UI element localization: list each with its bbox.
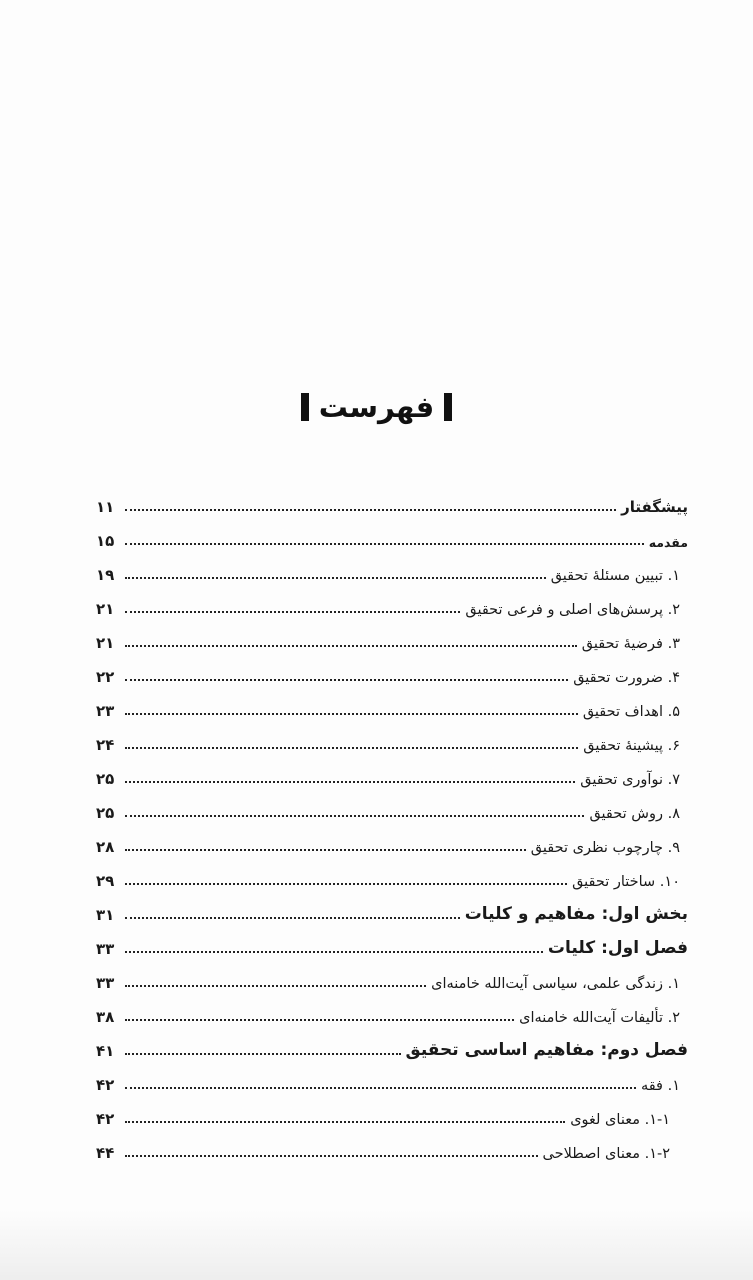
dot-leader xyxy=(125,1087,636,1089)
toc-entry-page: ۴۴ xyxy=(96,1144,115,1162)
toc-entry-page: ۲۱ xyxy=(96,600,115,618)
dot-leader xyxy=(125,883,567,885)
toc-entry xyxy=(96,856,688,890)
dot-leader xyxy=(125,917,460,919)
toc-entry-label: ۱-۲. معنای اصطلاحی xyxy=(542,1146,670,1162)
toc-entry-page: ۴۱ xyxy=(96,1042,115,1060)
toc-entry xyxy=(96,720,688,754)
toc-heading xyxy=(0,390,753,425)
title-bar-right xyxy=(444,393,452,421)
toc-entry-introduction xyxy=(96,516,688,550)
dot-leader xyxy=(125,781,575,783)
toc-entry-preface xyxy=(96,482,688,516)
toc-entry-page: ۲۸ xyxy=(96,838,115,856)
toc-entry xyxy=(96,754,688,788)
toc-entry-label: ۱-۱. معنای لغوی xyxy=(570,1112,670,1128)
toc-entry-label: ۱۰. ساختار تحقیق xyxy=(572,874,680,890)
toc-entry-part xyxy=(96,890,688,924)
toc-entry-page: ۲۳ xyxy=(96,702,115,720)
toc-entry-label: ۶. پیشینهٔ تحقیق xyxy=(583,738,680,754)
dot-leader xyxy=(125,679,568,681)
toc-entry-label: ۱. تبیین مسئلهٔ تحقیق xyxy=(550,568,680,584)
toc-entry-label: ۸. روش تحقیق xyxy=(589,806,680,822)
page-title: فهرست xyxy=(318,390,435,424)
toc-entry-label: ۲. تألیفات آیت‌الله خامنه‌ای xyxy=(519,1010,680,1026)
title-bar-left xyxy=(301,393,309,421)
dot-leader xyxy=(125,1019,514,1021)
dot-leader xyxy=(125,645,577,647)
dot-leader xyxy=(125,951,543,953)
toc-entry-label: ۱. زندگی علمی، سیاسی آیت‌الله خامنه‌ای xyxy=(431,976,680,992)
dot-leader xyxy=(125,543,644,545)
toc-entry-chapter xyxy=(96,1026,688,1060)
toc-entry xyxy=(96,1094,688,1128)
toc-entry-page: ۲۵ xyxy=(96,804,115,822)
toc-entry xyxy=(96,652,688,686)
toc-entry-label: فصل دوم: مفاهیم اساسی تحقیق xyxy=(405,1040,688,1060)
toc-entry xyxy=(96,1060,688,1094)
toc-entry xyxy=(96,686,688,720)
toc-entry-label: ۳. فرضیهٔ تحقیق xyxy=(581,636,680,652)
toc-entry-label: ۱. فقه xyxy=(640,1078,680,1094)
dot-leader xyxy=(125,1155,538,1157)
toc-entry-page: ۳۸ xyxy=(96,1008,115,1026)
toc-entry-label: ۷. نوآوری تحقیق xyxy=(580,772,680,788)
toc-entry xyxy=(96,618,688,652)
toc-entry-chapter xyxy=(96,924,688,958)
toc-entry-page: ۲۲ xyxy=(96,668,115,686)
toc-entry-label: مقدمه xyxy=(648,535,688,550)
page-edge-shadow xyxy=(0,1210,753,1280)
toc-entry-page: ۱۹ xyxy=(96,566,115,584)
toc-entry-label: ۹. چارچوب نظری تحقیق xyxy=(530,840,680,856)
toc-entry xyxy=(96,822,688,856)
dot-leader xyxy=(125,509,616,511)
toc-entry xyxy=(96,550,688,584)
dot-leader xyxy=(125,713,578,715)
toc-entry-label: بخش اول: مفاهیم و کلیات xyxy=(464,904,688,924)
toc-entry xyxy=(96,788,688,822)
toc-entry-label: ۴. ضرورت تحقیق xyxy=(573,670,680,686)
dot-leader xyxy=(125,747,578,749)
dot-leader xyxy=(125,815,584,817)
toc-entry-page: ۳۱ xyxy=(96,906,115,924)
toc-entry xyxy=(96,584,688,618)
dot-leader xyxy=(125,611,460,613)
toc-entry-label: پیشگفتار xyxy=(621,498,688,516)
toc-entry-page: ۲۴ xyxy=(96,736,115,754)
dot-leader xyxy=(125,849,526,851)
toc-entry-page: ۴۲ xyxy=(96,1110,115,1128)
dot-leader xyxy=(125,985,426,987)
toc-entry xyxy=(96,1128,688,1162)
toc-entry-page: ۲۹ xyxy=(96,872,115,890)
toc-entry-page: ۱۵ xyxy=(96,532,115,550)
table-of-contents xyxy=(96,482,688,1162)
toc-entry-label: فصل اول: کلیات xyxy=(547,938,688,958)
toc-entry-page: ۲۱ xyxy=(96,634,115,652)
toc-entry-page: ۴۲ xyxy=(96,1076,115,1094)
toc-entry xyxy=(96,958,688,992)
dot-leader xyxy=(125,1053,401,1055)
toc-entry xyxy=(96,992,688,1026)
toc-entry-page: ۲۵ xyxy=(96,770,115,788)
dot-leader xyxy=(125,577,546,579)
toc-entry-page: ۳۳ xyxy=(96,940,115,958)
toc-entry-label: ۲. پرسش‌های اصلی و فرعی تحقیق xyxy=(465,602,680,618)
toc-entry-page: ۱۱ xyxy=(96,498,115,516)
toc-entry-page: ۳۳ xyxy=(96,974,115,992)
toc-entry-label: ۵. اهداف تحقیق xyxy=(582,704,680,720)
dot-leader xyxy=(125,1121,565,1123)
